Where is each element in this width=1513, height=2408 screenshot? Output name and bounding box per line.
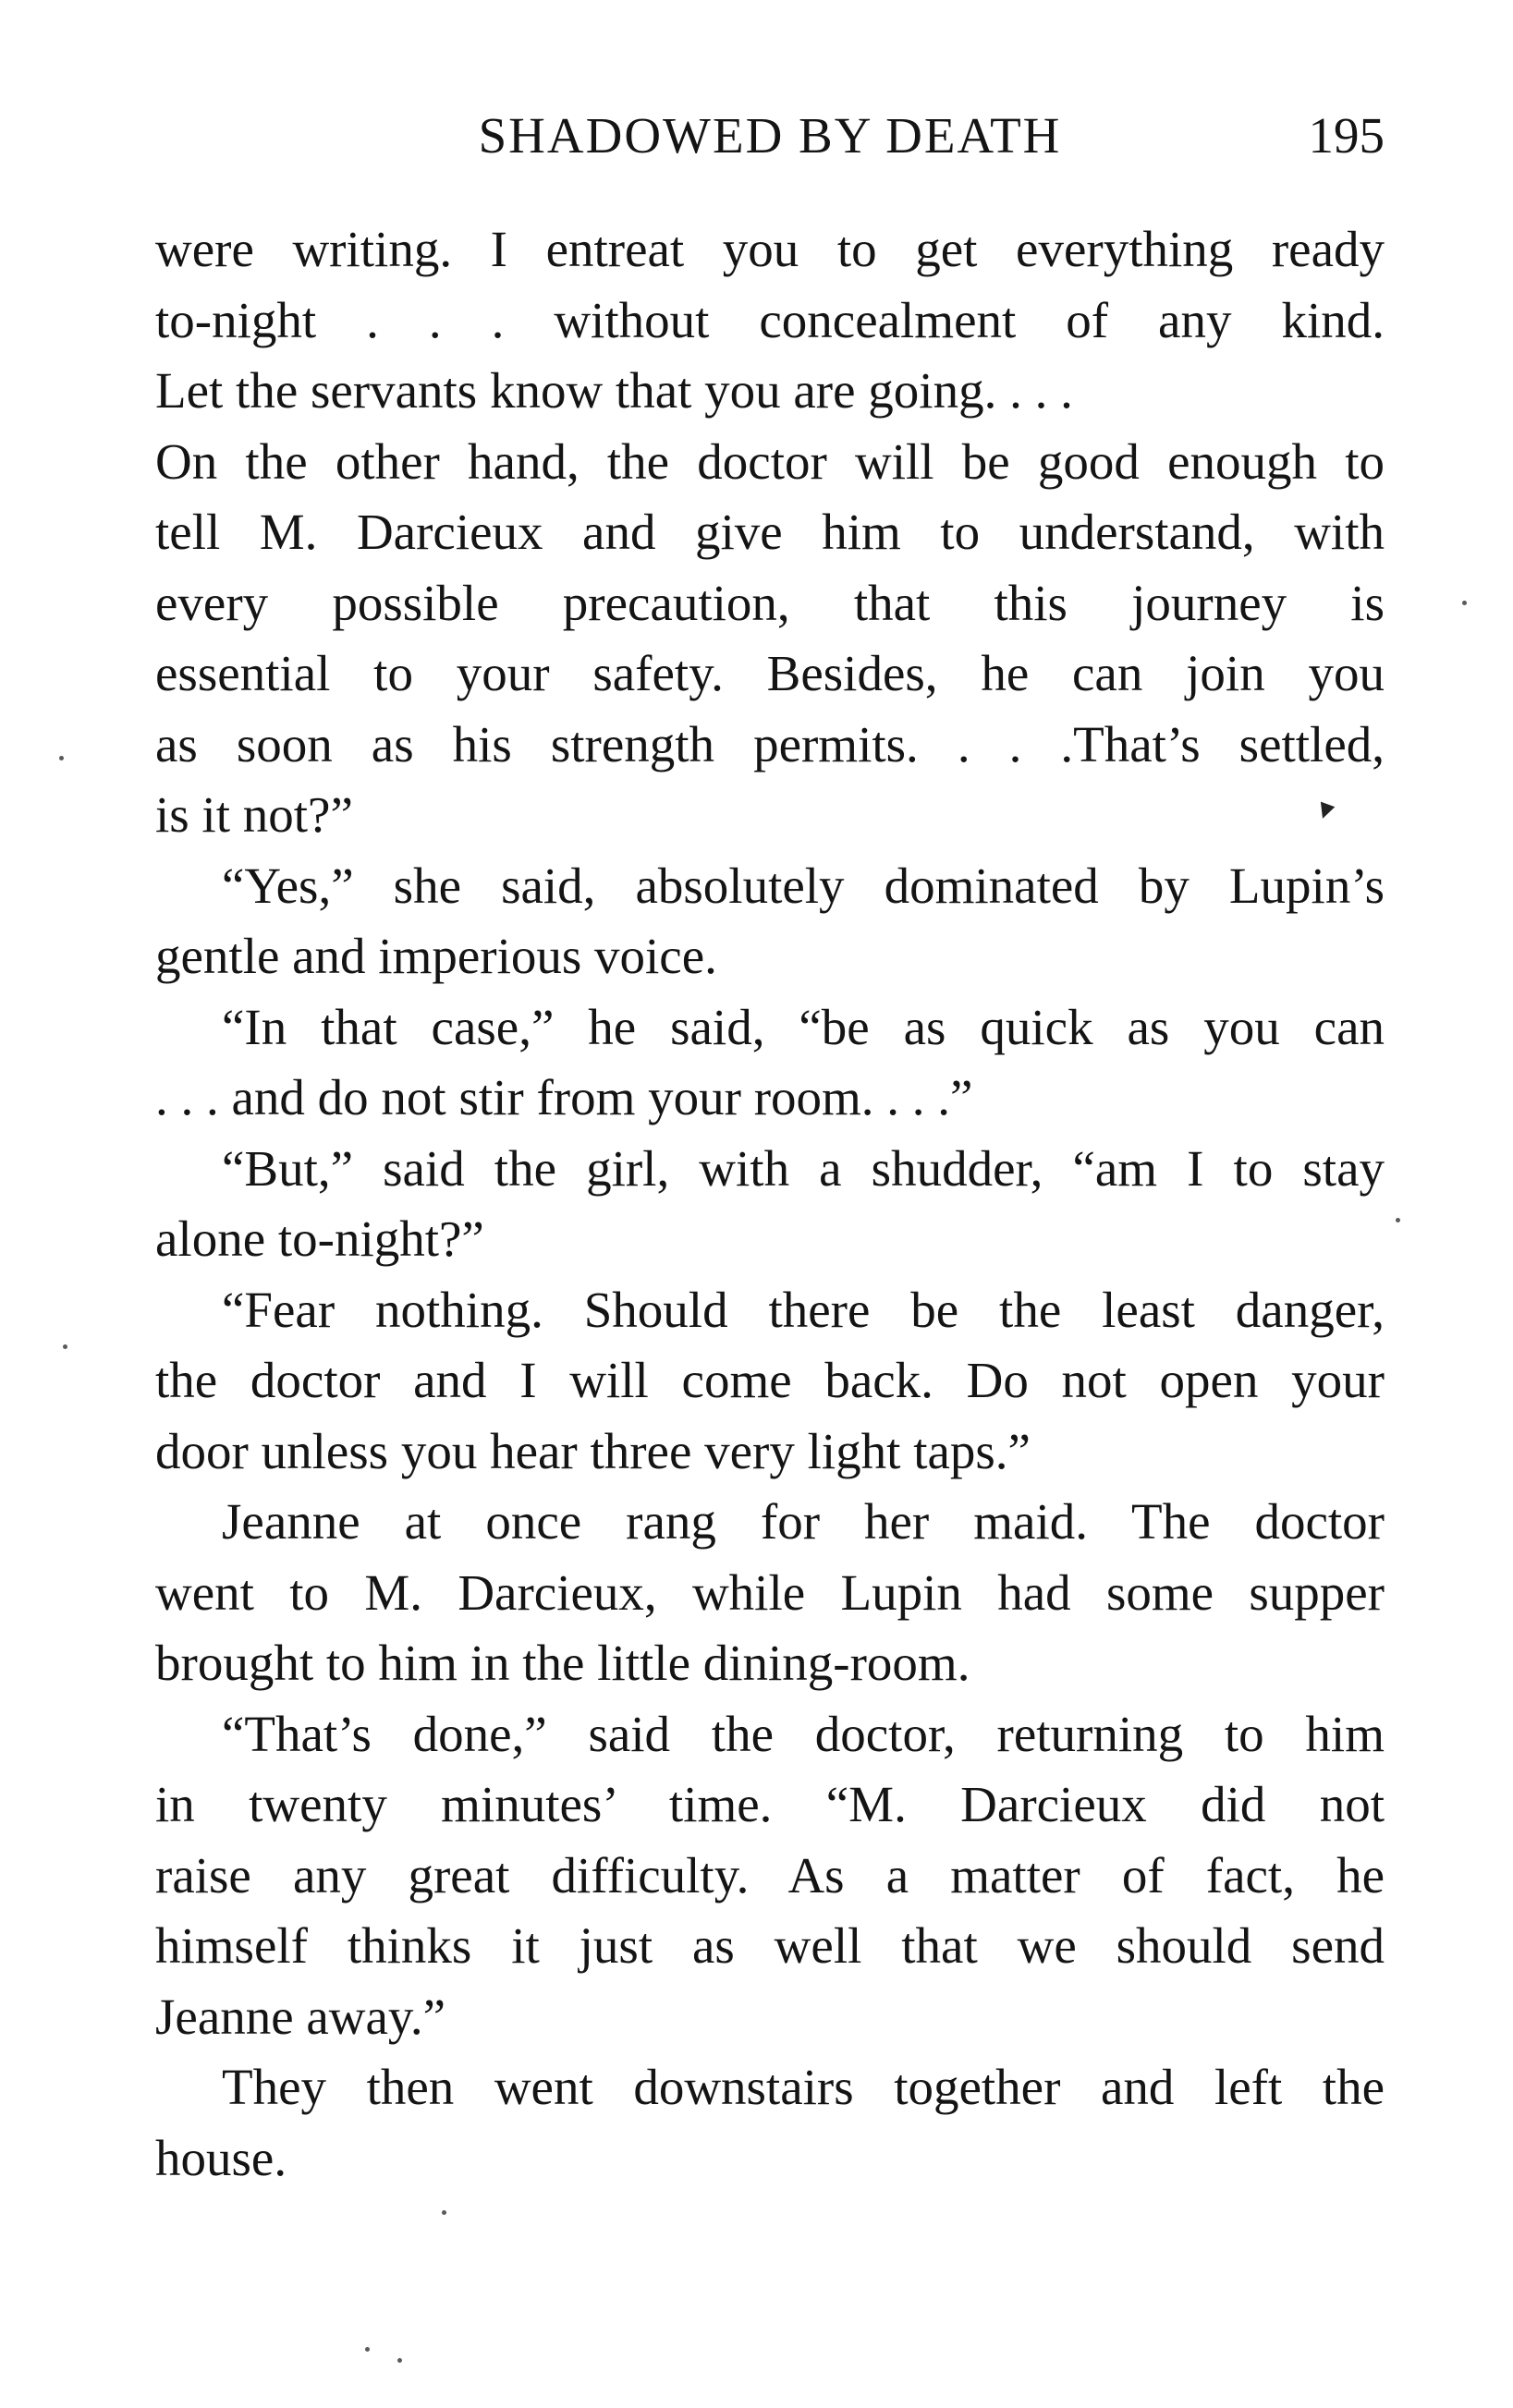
text-line: were writing. I entreat you to get everything ready — [155, 221, 1385, 277]
text-line: Jeanne at once rang for her maid. The doctor — [222, 1493, 1385, 1550]
text-line: house. — [155, 2129, 287, 2186]
text-line: . . . and do not stir from your room. . . .” — [155, 1069, 973, 1125]
text-line: brought to him in the little dining-room. — [155, 1635, 970, 1691]
text-line: himself thinks it just as well that we should send — [155, 1917, 1385, 1974]
text-line: the doctor and I will come back. Do not open your — [155, 1352, 1385, 1408]
text-line: Jeanne away.” — [155, 1988, 446, 2045]
ink-speck — [1462, 601, 1467, 605]
text-line: “That’s done,” said the doctor, returning to him — [222, 1705, 1385, 1762]
ink-speck — [365, 2347, 370, 2352]
ink-speck — [59, 756, 64, 760]
ink-speck — [1396, 1218, 1400, 1222]
ink-mark-icon: ▼ — [1308, 793, 1343, 829]
text-line: raise any great difficulty. As a matter of fact, he — [155, 1846, 1385, 1903]
text-line: On the other hand, the doctor will be good enough to — [155, 432, 1385, 490]
text-line: “Fear nothing. Should there be the least danger, — [222, 1281, 1385, 1338]
text-line: essential to your safety. Besides, he can join you — [155, 645, 1385, 701]
body-text — [155, 214, 1385, 2194]
running-header — [155, 103, 1385, 168]
text-line: every possible precaution, that this journey is — [155, 574, 1385, 631]
text-line: gentle and imperious voice. — [155, 928, 717, 984]
ink-speck — [442, 2210, 446, 2215]
text-line: went to M. Darcieux, while Lupin had some supper — [155, 1563, 1385, 1621]
text-line: door unless you hear three very light taps.” — [155, 1422, 1031, 1479]
text-line: alone to-night?” — [155, 1210, 484, 1267]
text-line: Let the servants know that you are going. . . . — [155, 362, 1073, 419]
ink-speck — [397, 2358, 402, 2363]
text-line: is it not?” — [155, 786, 353, 843]
text-line: as soon as his strength permits. . . .That’s settled, — [155, 715, 1385, 772]
text-line: tell M. Darcieux and give him to understand, with — [155, 504, 1385, 560]
text-line: in twenty minutes’ time. “M. Darcieux did not — [155, 1776, 1385, 1832]
text-line: to-night . . . without concealment of any kind. — [155, 291, 1385, 348]
text-line: “Yes,” she said, absolutely dominated by Lupin’s — [222, 857, 1385, 914]
page-number: 195 — [1308, 107, 1385, 164]
text-line: “In that case,” he said, “be as quick as you can — [222, 998, 1385, 1055]
text-line: “But,” said the girl, with a shudder, “am I to stay — [222, 1139, 1385, 1197]
text-line: They then went downstairs together and left the — [222, 2059, 1385, 2115]
running-title: SHADOWED BY DEATH — [478, 107, 1062, 164]
ink-speck — [63, 1344, 67, 1349]
